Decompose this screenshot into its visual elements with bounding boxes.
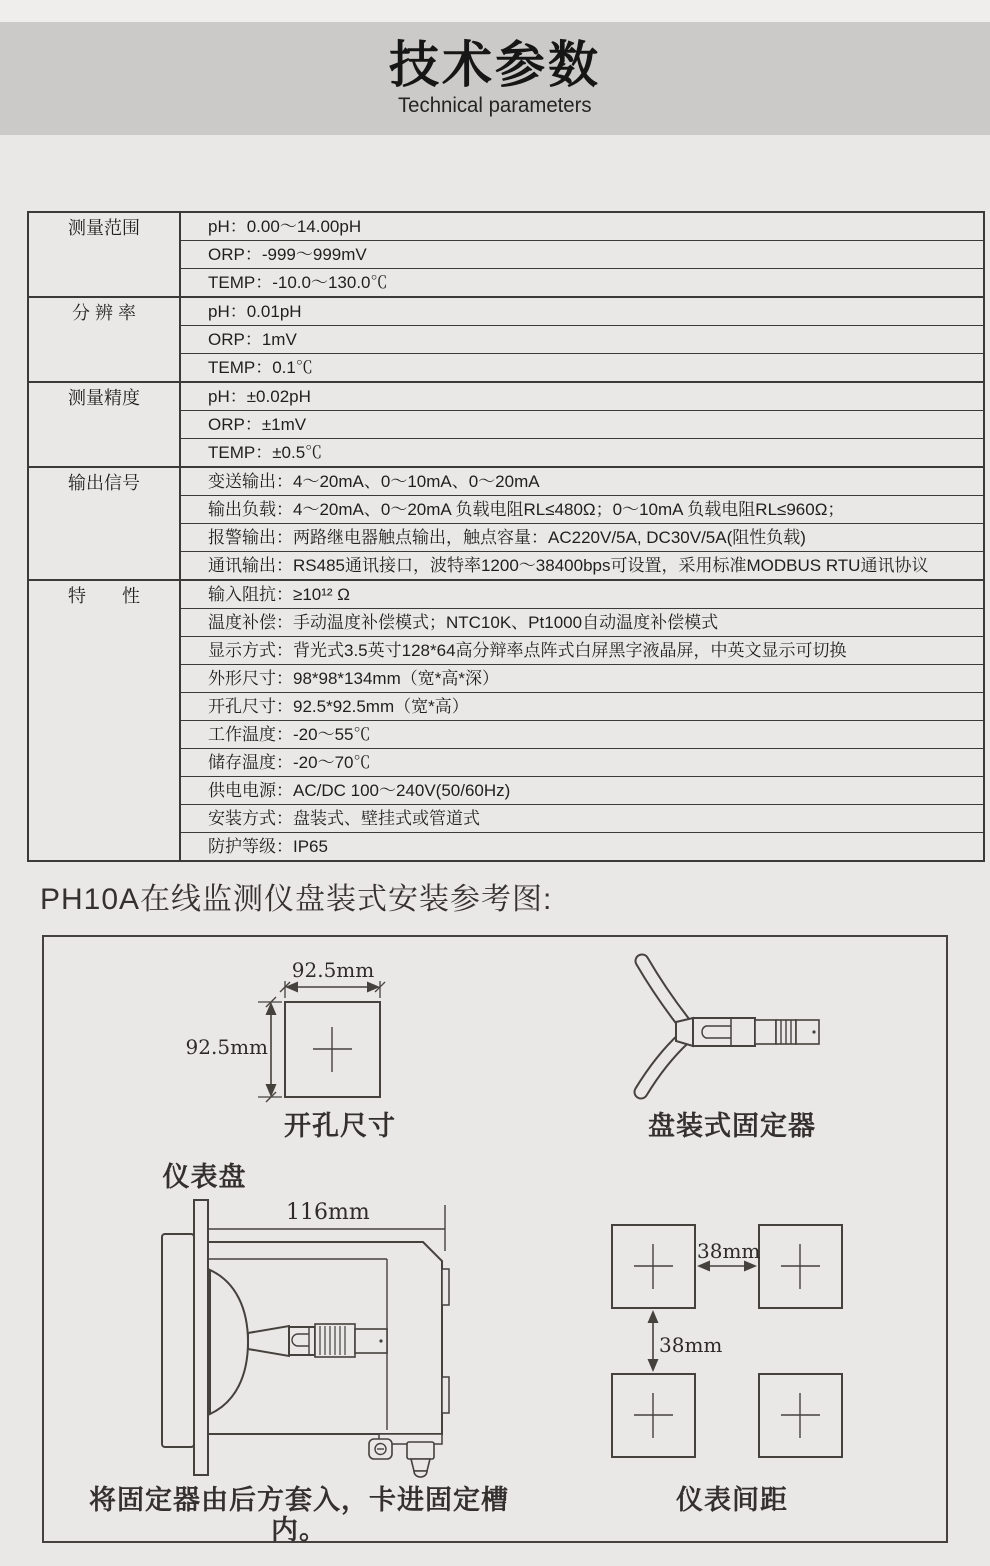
spec-value: pH：0.00～14.00pH (180, 212, 984, 241)
horizontal-gap-dimension-label: 38mm (697, 1239, 761, 1263)
panel-fixer-drawing (641, 961, 819, 1092)
panel-fixer-caption: 盘装式固定器 (648, 1111, 816, 1141)
spec-value: 输入阻抗：≥10¹² Ω (180, 580, 984, 609)
spec-value: 工作温度：-20～55℃ (180, 721, 984, 749)
spec-value: TEMP：0.1℃ (180, 354, 984, 383)
table-row (28, 382, 984, 411)
spec-value: 开孔尺寸：92.5*92.5mm（宽*高） (180, 693, 984, 721)
spec-value: 安装方式：盘装式、壁挂式或管道式 (180, 805, 984, 833)
table-row (28, 297, 984, 326)
hole-cutout-drawing (258, 981, 385, 1102)
spec-value: pH：0.01pH (180, 297, 984, 326)
page-subtitle: Technical parameters (398, 93, 592, 117)
hole-cutout-caption: 开孔尺寸 (284, 1111, 396, 1141)
spec-value: pH：±0.02pH (180, 382, 984, 411)
group-label-accuracy: 测量精度 (28, 382, 180, 467)
spec-value: ORP：±1mV (180, 411, 984, 439)
spec-value: ORP：-999～999mV (180, 241, 984, 269)
hole-height-dimension-label: 92.5mm (185, 1035, 268, 1059)
table-row (28, 467, 984, 496)
spec-value: TEMP：±0.5℃ (180, 439, 984, 468)
hole-width-dimension-label: 92.5mm (291, 958, 375, 982)
depth-dimension-label: 116mm (286, 1200, 370, 1225)
group-label-output-signal: 输出信号 (28, 467, 180, 580)
side-view-caption: 将固定器由后方套入，卡进固定槽内。 (89, 1485, 509, 1545)
spec-value: 报警输出：两路继电器触点输出，触点容量：AC220V/5A, DC30V/5A(阻性负载) (180, 524, 984, 552)
meter-spacing-caption: 仪表间距 (676, 1485, 788, 1515)
spec-value: 温度补偿：手动温度补偿模式；NTC10K、Pt1000自动温度补偿模式 (180, 609, 984, 637)
spec-value: 防护等级：IP65 (180, 833, 984, 862)
spec-value: ORP：1mV (180, 326, 984, 354)
group-label-features: 特 性 (28, 580, 180, 861)
table-row (28, 580, 984, 609)
installation-diagram-panel (42, 935, 948, 1543)
meter-side-view-drawing (162, 1200, 449, 1477)
spec-value: 储存温度：-20～70℃ (180, 749, 984, 777)
spec-table (27, 211, 985, 862)
top-strip (0, 0, 990, 22)
instrument-panel-label: 仪表盘 (162, 1162, 247, 1192)
installation-diagram-drawing (44, 937, 946, 1541)
spec-value: 外形尺寸：98*98*134mm（宽*高*深） (180, 665, 984, 693)
installation-section-title: PH10A在线监测仪盘装式安装参考图: (40, 883, 553, 916)
vertical-gap-dimension-label: 38mm (659, 1333, 723, 1357)
spec-value: 显示方式：背光式3.5英寸128*64高分辩率点阵式白屏黑字液晶屏，中英文显示可切换 (180, 637, 984, 665)
page-title: 技术参数 (389, 36, 601, 93)
spec-value: 输出负载：4～20mA、0～20mA 负载电阻RL≤480Ω；0～10mA 负载电阻RL≤960Ω； (180, 496, 984, 524)
group-label-resolution: 分 辨 率 (28, 297, 180, 382)
page-header (0, 22, 990, 135)
spec-value: 通讯输出：RS485通讯接口，波特率1200～38400bps可设置，采用标准MODBUS RTU通讯协议 (180, 552, 984, 581)
table-row (28, 212, 984, 241)
spec-value: 变送输出：4～20mA、0～10mA、0～20mA (180, 467, 984, 496)
spec-value: TEMP：-10.0～130.0℃ (180, 269, 984, 298)
spec-value: 供电电源：AC/DC 100～240V(50/60Hz) (180, 777, 984, 805)
group-label-measure-range: 测量范围 (28, 212, 180, 297)
